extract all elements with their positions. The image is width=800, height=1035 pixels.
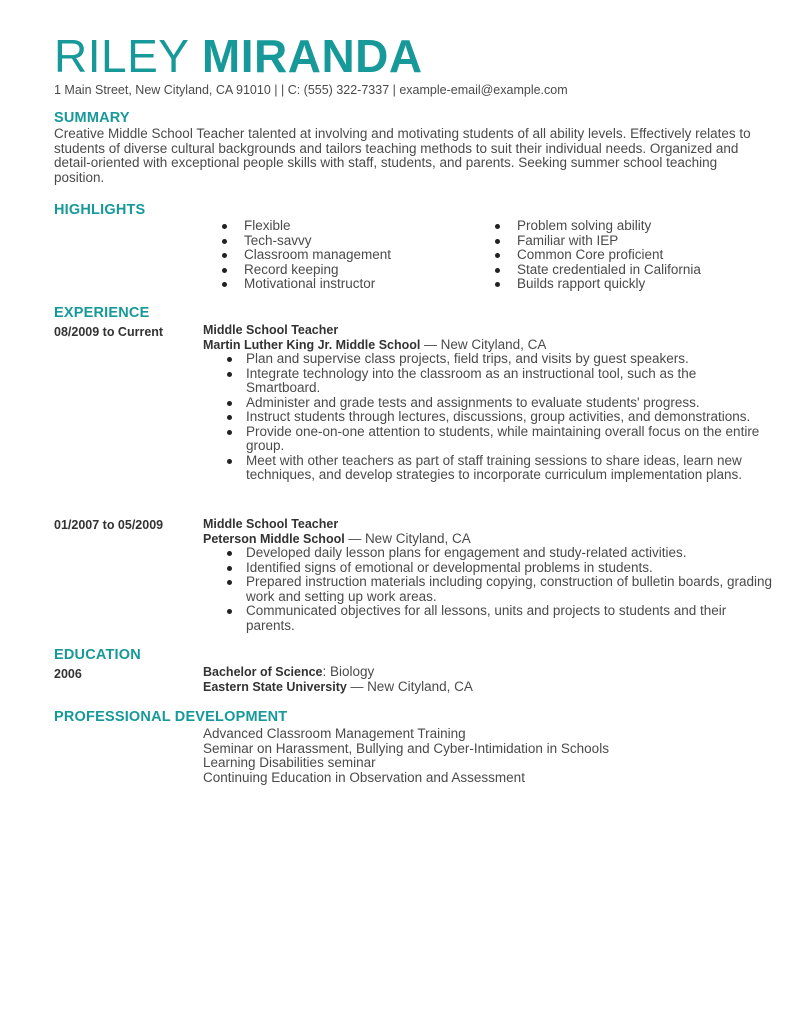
job-duty: Identified signs of emotional or developmental problems in students. bbox=[203, 561, 773, 576]
job-duty: Integrate technology into the classroom as an instructional tool, such as the Smartboard. bbox=[203, 367, 773, 396]
pd-item: Seminar on Harassment, Bullying and Cyber-Intimidation in Schools bbox=[203, 740, 609, 756]
summary-heading: SUMMARY bbox=[54, 110, 130, 126]
job-duty: Provide one-on-one attention to students, while maintaining overall focus on the entire group. bbox=[203, 425, 773, 454]
first-name: RILEY bbox=[54, 30, 189, 82]
job-duty: Meet with other teachers as part of staff training sessions to share ideas, learn new techniques, and develop strategies to incorporate curriculum implementation plans. bbox=[203, 454, 773, 483]
highlight-item: State credentialed in California bbox=[491, 263, 701, 278]
job-duty: Plan and supervise class projects, field trips, and visits by guest speakers. bbox=[203, 352, 773, 367]
employer-name: Martin Luther King Jr. Middle School bbox=[203, 337, 421, 352]
education-heading: EDUCATION bbox=[54, 647, 141, 663]
job-duty: Communicated objectives for all lessons, units and projects to students and their parents. bbox=[203, 604, 773, 633]
candidate-name bbox=[54, 30, 423, 82]
job-duty: Instruct students through lectures, discussions, group activities, and demonstrations. bbox=[203, 410, 773, 425]
job-entry bbox=[203, 517, 773, 633]
highlights-right-list bbox=[491, 219, 701, 292]
degree-name: Bachelor of Science bbox=[203, 665, 323, 679]
last-name: MIRANDA bbox=[201, 30, 423, 82]
school-name: Eastern State University bbox=[203, 679, 347, 694]
education-year: 2006 bbox=[54, 667, 82, 681]
school-line bbox=[203, 680, 773, 695]
separator-dash: — bbox=[424, 336, 437, 352]
highlight-item: Flexible bbox=[218, 219, 391, 234]
highlight-item: Classroom management bbox=[218, 248, 391, 263]
job-employer-line bbox=[203, 338, 773, 353]
pd-item: Learning Disabilities seminar bbox=[203, 755, 376, 770]
job-employer-line bbox=[203, 532, 773, 547]
highlight-item: Motivational instructor bbox=[218, 277, 391, 292]
job-title: Middle School Teacher bbox=[203, 323, 339, 337]
school-location: New Cityland, CA bbox=[367, 678, 473, 694]
degree-field: : Biology bbox=[322, 664, 375, 679]
separator-dash: — bbox=[348, 530, 362, 546]
job-location: New Cityland, CA bbox=[364, 530, 471, 546]
pd-item: Continuing Education in Observation and Assessment bbox=[203, 769, 525, 785]
job-duties-list bbox=[203, 352, 773, 483]
highlight-item: Record keeping bbox=[218, 263, 391, 278]
highlight-item: Tech-savvy bbox=[218, 234, 391, 249]
highlight-item: Problem solving ability bbox=[491, 219, 701, 234]
education-entry bbox=[203, 665, 773, 694]
pd-item: Advanced Classroom Management Training bbox=[203, 726, 466, 741]
employer-name: Peterson Middle School bbox=[203, 531, 345, 546]
job-location: New Cityland, CA bbox=[440, 336, 547, 352]
experience-heading: EXPERIENCE bbox=[54, 305, 150, 321]
separator-dash: — bbox=[350, 678, 364, 694]
job-duty: Administer and grade tests and assignments to evaluate students' progress. bbox=[203, 396, 773, 411]
job-dates: 08/2009 to Current bbox=[54, 325, 164, 339]
highlights-left-list bbox=[218, 219, 391, 292]
job-title: Middle School Teacher bbox=[203, 517, 339, 531]
job-duty: Developed daily lesson plans for engagement and study-related activities. bbox=[203, 546, 773, 561]
job-entry bbox=[203, 323, 773, 483]
job-dates: 01/2007 to 05/2009 bbox=[54, 518, 164, 532]
contact-line: 1 Main Street, New Cityland, CA 91010 | | C: (555) 322-7337 | example-email@example.com bbox=[54, 83, 568, 97]
job-duty: Prepared instruction materials including copying, construction of bulletin boards, grading work and setting up work areas. bbox=[203, 575, 773, 604]
highlight-item: Common Core proficient bbox=[491, 248, 701, 263]
job-duties-list bbox=[203, 546, 773, 633]
highlight-item: Familiar with IEP bbox=[491, 234, 701, 249]
highlights-heading: HIGHLIGHTS bbox=[54, 202, 146, 218]
degree-line bbox=[203, 665, 773, 680]
summary-text: Creative Middle School Teacher talented at involving and motivating students of all ability levels. Effectively relates to students of diverse cultural backgrounds and tailors teaching methods to suit their individual needs. Organized and detail-oriented with exceptional people skills with staff, students, and parents. Seeking summer school teaching position. bbox=[54, 126, 751, 185]
professional-development-heading: PROFESSIONAL DEVELOPMENT bbox=[54, 709, 288, 725]
professional-development-list bbox=[203, 727, 609, 785]
highlight-item: Builds rapport quickly bbox=[491, 277, 701, 292]
